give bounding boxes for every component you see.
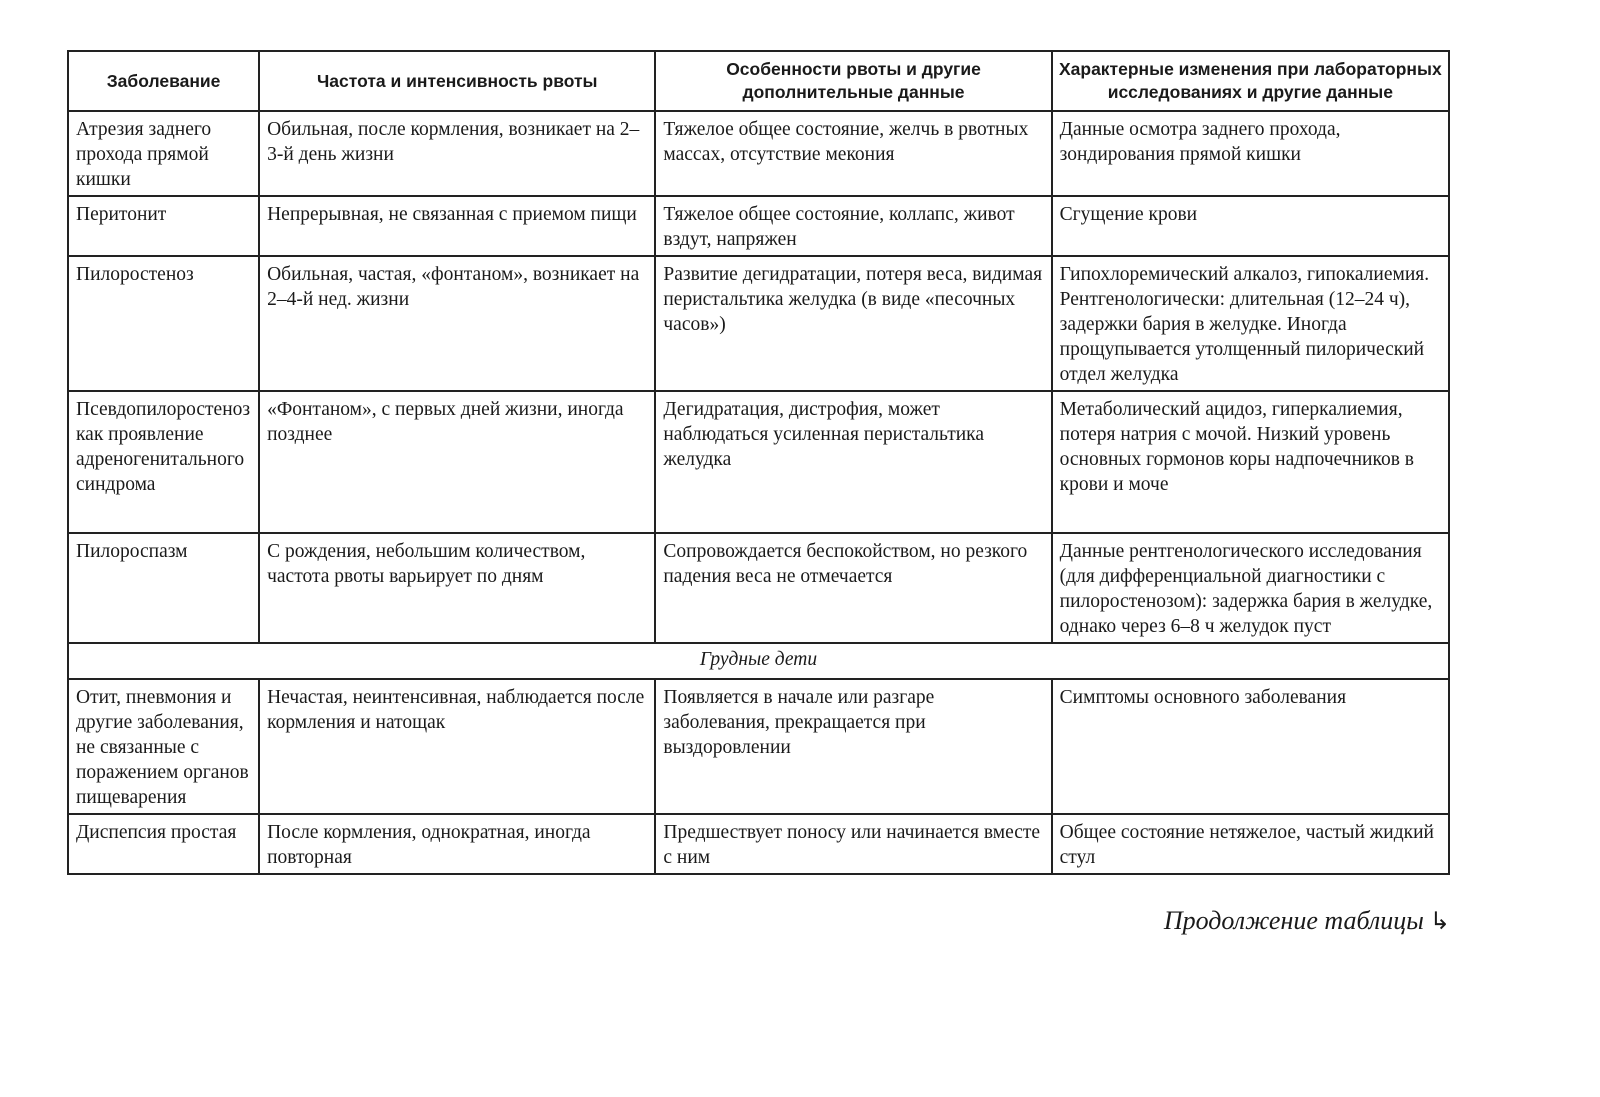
table-row bbox=[68, 679, 1449, 814]
lab-cell: Гипохлоремический алкалоз, гипокалиемия. Рентгенологически: длительная (12–24 ч), задержки бария в желудке. Иногда прощупывается утолщенный пилорический отдел желудка bbox=[1052, 256, 1449, 391]
disease-cell: Отит, пневмония и другие заболевания, не связанные с поражением органов пищеварения bbox=[68, 679, 259, 814]
lab-cell: Данные рентгенологического исследования (для дифференциальной диагностики с пилоростенозом): задержка бария в желудке, однако через 6–8 ч желудок пуст bbox=[1052, 533, 1449, 643]
table-body-after bbox=[68, 679, 1449, 874]
section-label: Грудные дети bbox=[68, 643, 1449, 679]
frequency-cell: Обильная, частая, «фонтаном», возникает на 2–4-й нед. жизни bbox=[259, 256, 655, 391]
table-row bbox=[68, 111, 1449, 196]
disease-cell: Перитонит bbox=[68, 196, 259, 256]
frequency-cell: Обильная, после кормления, возникает на 2–3-й день жизни bbox=[259, 111, 655, 196]
disease-cell: Диспепсия простая bbox=[68, 814, 259, 874]
hooked-arrow-icon: ↳ bbox=[1429, 907, 1450, 935]
features-cell: Появляется в начале или разгаре заболевания, прекращается при выздоровлении bbox=[655, 679, 1051, 814]
table-row bbox=[68, 196, 1449, 256]
table-row bbox=[68, 391, 1449, 533]
lab-cell: Метаболический ацидоз, гиперкалиемия, потеря натрия с мочой. Низкий уровень основных гормонов коры надпочечников в крови и моче bbox=[1052, 391, 1449, 533]
lab-cell: Симптомы основного заболевания bbox=[1052, 679, 1449, 814]
frequency-cell: Нечастая, неинтенсивная, наблюдается после кормления и натощак bbox=[259, 679, 655, 814]
lab-cell: Сгущение крови bbox=[1052, 196, 1449, 256]
column-header-disease: Заболевание bbox=[68, 51, 259, 111]
features-cell: Сопровождается беспокойством, но резкого падения веса не отмечается bbox=[655, 533, 1051, 643]
table-body-before bbox=[68, 111, 1449, 643]
disease-cell: Псевдопилоростеноз как проявление адреногенитального синдрома bbox=[68, 391, 259, 533]
table-row bbox=[68, 533, 1449, 643]
continuation-text: Продолжение таблицы bbox=[1163, 906, 1424, 935]
column-header-lab-changes: Характерные изменения при лабораторных исследованиях и другие данные bbox=[1052, 51, 1449, 111]
frequency-cell: Непрерывная, не связанная с приемом пищи bbox=[259, 196, 655, 256]
table-row bbox=[68, 814, 1449, 874]
table-continuation-note bbox=[1164, 906, 1450, 936]
column-header-features: Особенности рвоты и другие дополнительные данные bbox=[655, 51, 1051, 111]
lab-cell: Общее состояние нетяжелое, частый жидкий стул bbox=[1052, 814, 1449, 874]
features-cell: Дегидратация, дистрофия, может наблюдаться усиленная перистальтика желудка bbox=[655, 391, 1051, 533]
features-cell: Предшествует поносу или начинается вместе с ним bbox=[655, 814, 1051, 874]
frequency-cell: После кормления, однократная, иногда повторная bbox=[259, 814, 655, 874]
lab-cell: Данные осмотра заднего прохода, зондирования прямой кишки bbox=[1052, 111, 1449, 196]
column-header-frequency: Частота и интенсивность рвоты bbox=[259, 51, 655, 111]
section-row bbox=[68, 643, 1449, 679]
table-section bbox=[68, 643, 1449, 679]
features-cell: Тяжелое общее состояние, коллапс, живот вздут, напряжен bbox=[655, 196, 1051, 256]
features-cell: Тяжелое общее состояние, желчь в рвотных массах, отсутствие мекония bbox=[655, 111, 1051, 196]
table-row bbox=[68, 256, 1449, 391]
disease-cell: Пилороспазм bbox=[68, 533, 259, 643]
disease-cell: Пилоростеноз bbox=[68, 256, 259, 391]
disease-cell: Атрезия заднего прохода прямой кишки bbox=[68, 111, 259, 196]
features-cell: Развитие дегидратации, потеря веса, видимая перистальтика желудка (в виде «песочных часов») bbox=[655, 256, 1051, 391]
table-header-row bbox=[68, 51, 1449, 111]
frequency-cell: С рождения, небольшим количеством, частота рвоты варьирует по дням bbox=[259, 533, 655, 643]
differential-diagnosis-table bbox=[67, 50, 1450, 875]
frequency-cell: «Фонтаном», с первых дней жизни, иногда позднее bbox=[259, 391, 655, 533]
